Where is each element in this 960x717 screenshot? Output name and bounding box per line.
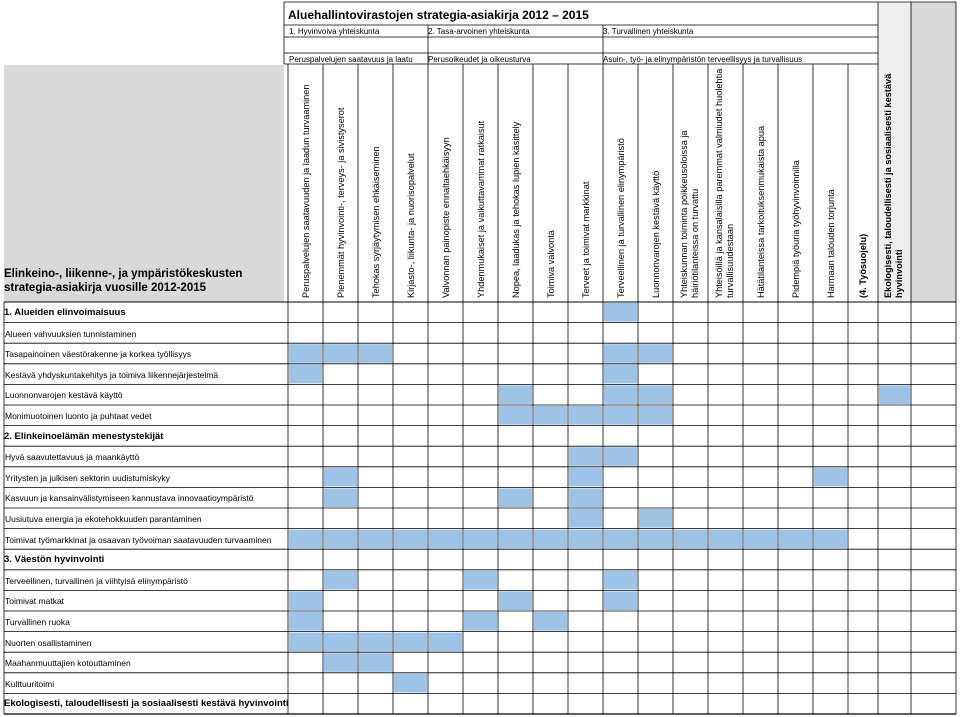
- group-label: 2. Elinkeinoelämän menestystekijät: [4, 430, 164, 442]
- subtheme-1: Peruspalvelujen saatavuus ja laatu: [289, 55, 413, 64]
- row-label: Monimuotoinen luonto ja puhtaat vedet: [5, 411, 152, 421]
- marked-cell: [324, 468, 357, 487]
- column-header-17: (4. Työsuojelu): [858, 233, 868, 298]
- marked-cell: [499, 591, 532, 610]
- row-label: Toimivat työmarkkinat ja osaavan työvoiman saatavuuden turvaaminen: [5, 534, 272, 545]
- marked-cell: [429, 633, 462, 652]
- marked-cell: [639, 344, 672, 363]
- row-label: Kestävä yhdyskuntakehitys ja toimiva liikennejärjestelmä: [5, 369, 219, 380]
- marked-cell: [534, 530, 567, 549]
- marked-cell: [394, 633, 427, 652]
- marked-cell: [359, 653, 392, 672]
- marked-cell: [324, 571, 357, 590]
- marked-cell: [879, 385, 910, 404]
- marked-cell: [569, 406, 602, 425]
- theme-2: 2. Tasa-arvoinen yhteiskunta: [428, 27, 530, 36]
- marked-cell: [569, 447, 602, 466]
- column-header-18: Ekologisesti, taloudellisesti ja sosiaalisesti kestävä hyvinvointi: [882, 73, 904, 298]
- marked-cell: [289, 344, 322, 363]
- marked-cell: [324, 633, 357, 652]
- marked-cell: [604, 303, 637, 322]
- row-label: Kasvuun ja kansainvälistymiseen kannustava innovaatioympäristö: [5, 493, 254, 504]
- marked-cell: [324, 344, 357, 363]
- marked-cell: [534, 612, 567, 631]
- group-label: 1. Alueiden elinvoimaisuus: [4, 307, 126, 318]
- row-label: Yritysten ja julkisen sektorin uudistumiskyky: [5, 472, 170, 483]
- marked-cell: [499, 385, 532, 404]
- marked-cell: [289, 591, 322, 610]
- marked-cell: [709, 530, 742, 549]
- marked-cell: [394, 530, 427, 549]
- row-label: Kulttuuritoimi: [5, 678, 55, 689]
- marked-cell: [639, 406, 672, 425]
- marked-cell: [499, 530, 532, 549]
- marked-cell: [464, 612, 497, 631]
- column-header-15: Pidempiä työuria työhyvinvoinnilla: [790, 160, 801, 298]
- column-header-10: Terveellinen ja turvallinen elinympäristö: [615, 138, 626, 298]
- marked-cell: [569, 509, 602, 528]
- column-header-13: Yhteisöillä ja kansalaisilla paremmat valmiudet huolehtia turvallisuudestaan: [713, 68, 735, 298]
- marked-cell: [324, 488, 357, 507]
- column-header-9: Terveet ja toimivat markkinat: [580, 181, 591, 298]
- marked-cell: [429, 530, 462, 549]
- row-label: Tasapainoinen väestörakenne ja korkea työllisyys: [5, 349, 192, 360]
- row-label: Terveellinen, turvallinen ja viihtyisä elinympäristö: [5, 575, 188, 586]
- marked-cell: [639, 530, 672, 549]
- marked-cell: [464, 530, 497, 549]
- row-label: Hyvä saavutettavuus ja maankäyttö: [5, 452, 140, 463]
- column-header-14: Hätätilanteissa tarkoituksenmukaista apua: [755, 125, 766, 298]
- marked-cell: [779, 530, 812, 549]
- marked-cell: [674, 530, 707, 549]
- column-header-12: Yhteiskunnan toiminta poikkeusoloissa ja häiriötilanteissa on turvattu: [678, 130, 700, 298]
- group-label: 3. Väestön hyvinvointi: [4, 554, 105, 566]
- column-header-7: Nopea, laadukas ja tehokas lupien käsittely: [510, 121, 521, 298]
- marked-cell: [604, 406, 637, 425]
- marked-cell: [569, 530, 602, 549]
- marked-cell: [814, 530, 847, 549]
- marked-cell: [289, 530, 322, 549]
- document-title: Elinkeino-, liikenne-, ja ympäristökeskusten strategia-asiakirja vuosille 2012-2015: [4, 268, 243, 294]
- sustainability-band: [911, 2, 956, 302]
- theme-3: 3. Turvallinen yhteiskunta: [603, 27, 694, 36]
- marked-cell: [569, 488, 602, 507]
- marked-cell: [534, 406, 567, 425]
- row-label: Toimivat matkat: [5, 596, 65, 607]
- marked-cell: [814, 468, 847, 487]
- row-label: Luonnonvarojen kestävä käyttö: [5, 390, 123, 401]
- marked-cell: [289, 365, 322, 384]
- marked-cell: [394, 674, 427, 693]
- row-label: Maahanmuuttajien kotouttaminen: [5, 658, 131, 669]
- theme-1: 1. Hyvinvoiva yhteiskunta: [289, 27, 380, 36]
- marked-cell: [604, 344, 637, 363]
- marked-cell: [289, 633, 322, 652]
- marked-cell: [604, 591, 637, 610]
- marked-cell: [639, 509, 672, 528]
- marked-cell: [499, 488, 532, 507]
- column-header-11: Luonnonvarojen kestävä käyttö: [650, 170, 661, 298]
- marked-cell: [604, 571, 637, 590]
- subtheme-3: Asuin-, työ- ja elinympäristön terveellisyys ja turvallisuus: [603, 55, 803, 64]
- marked-cell: [289, 612, 322, 631]
- marked-cell: [359, 344, 392, 363]
- column-header-1: Peruspalvelujen saatavuuden ja laadun turvaaminen: [300, 84, 311, 298]
- column-header-16: Harmaan talouden torjunta: [825, 189, 836, 298]
- row-label: Alueen vahvuuksien tunnistaminen: [5, 328, 137, 339]
- subtheme-2: Perusoikeudet ja oikeusturva: [428, 55, 531, 64]
- marked-cell: [639, 385, 672, 404]
- column-header-8: Toimiva valvonta: [545, 230, 556, 298]
- row-label: Uusiutuva energia ja ekotehokkuuden parantaminen: [5, 514, 202, 524]
- marked-cell: [604, 365, 637, 384]
- row-label: Turvallinen ruoka: [5, 617, 70, 627]
- group-label: Ekologisesti, taloudellisesti ja sosiaalisesti kestävä hyvinvointi: [4, 698, 289, 710]
- marked-cell: [499, 406, 532, 425]
- marked-cell: [359, 530, 392, 549]
- marked-cell: [604, 385, 637, 404]
- marked-cell: [359, 633, 392, 652]
- marked-cell: [324, 653, 357, 672]
- page-title: Aluehallintovirastojen strategia-asiakirja 2012 – 2015: [288, 8, 589, 22]
- marked-cell: [744, 530, 777, 549]
- row-label: Nuorten osallistaminen: [5, 637, 92, 648]
- marked-cell: [569, 468, 602, 487]
- marked-cell: [604, 447, 637, 466]
- marked-cell: [604, 530, 637, 549]
- column-header-6: Yhdenmukaiset ja vaikuttavammat ratkaisut: [475, 120, 486, 298]
- column-header-4: Kirjasto-, liikunta- ja nuorisopalvelut: [405, 153, 416, 298]
- column-header-5: Valvonnan painopiste ennaltaehkäisyyn: [440, 137, 451, 298]
- marked-cell: [464, 571, 497, 590]
- column-header-2: Pienemmät hyvinvointi-, terveys- ja sivistyserot: [335, 107, 346, 298]
- marked-cell: [324, 530, 357, 549]
- column-header-3: Tehokas syrjäytymisen ehkäiseminen: [370, 146, 381, 298]
